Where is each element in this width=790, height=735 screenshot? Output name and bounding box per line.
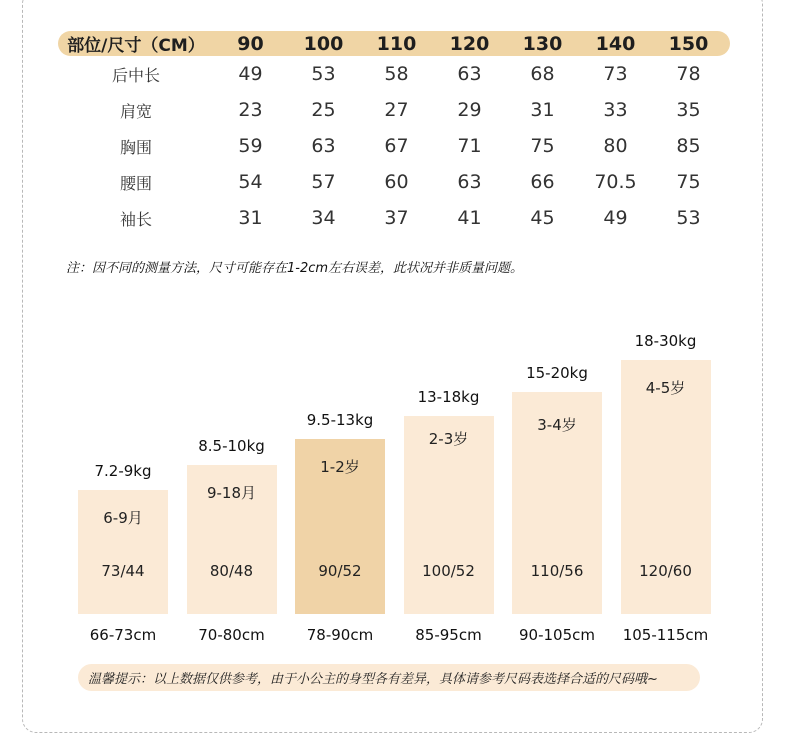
height-range: 90-105cm xyxy=(519,626,595,644)
weight-label: 9.5-13kg xyxy=(306,411,374,429)
header-size: 120 xyxy=(449,32,490,55)
tip-banner xyxy=(78,664,700,691)
size-bar xyxy=(621,360,711,614)
height-range: 85-95cm xyxy=(415,626,482,644)
table-cell: 71 xyxy=(457,135,482,157)
header-size: 150 xyxy=(668,32,709,55)
header-size: 140 xyxy=(595,32,636,55)
table-cell: 57 xyxy=(311,171,336,193)
age-label: 2-3岁 xyxy=(428,430,469,448)
table-cell: 60 xyxy=(384,171,409,193)
age-label: 3-4岁 xyxy=(537,416,577,434)
size-code: 73/44 xyxy=(101,562,145,580)
row-label: 后中长 xyxy=(111,65,160,85)
measurement-note: 注：因不同的测量方法，尺寸可能存在1-2cm左右误差，此状况并非质量问题。 xyxy=(66,261,524,276)
table-cell: 31 xyxy=(530,99,555,121)
age-label: 4-5岁 xyxy=(645,379,686,397)
age-label: 6-9月 xyxy=(103,509,143,527)
weight-label: 8.5-10kg xyxy=(198,437,265,455)
weight-label: 13-18kg xyxy=(417,388,480,406)
row-label: 袖长 xyxy=(119,209,152,229)
size-bar xyxy=(512,392,602,614)
table-cell: 66 xyxy=(530,171,555,193)
weight-label: 18-30kg xyxy=(634,332,697,350)
header-label: 部位/尺寸（CM） xyxy=(67,36,205,56)
age-label: 1-2岁 xyxy=(320,458,360,476)
table-cell: 58 xyxy=(384,63,409,85)
age-label: 9-18月 xyxy=(206,484,257,502)
row-label: 胸围 xyxy=(119,137,152,157)
table-cell: 54 xyxy=(238,171,263,193)
table-cell: 78 xyxy=(676,63,701,85)
table-cell: 75 xyxy=(530,135,555,157)
table-cell: 63 xyxy=(457,63,482,85)
weight-label: 7.2-9kg xyxy=(94,462,152,480)
table-cell: 34 xyxy=(311,207,336,229)
header-size: 90 xyxy=(237,32,264,55)
height-range: 105-115cm xyxy=(622,626,709,644)
size-code: 90/52 xyxy=(318,562,362,580)
tip-text: 温馨提示：以上数据仅供参考，由于小公主的身型各有差异，具体请参考尺码表选择合适的尺码哦~ xyxy=(88,672,658,687)
header-size: 100 xyxy=(303,32,344,55)
height-range: 66-73cm xyxy=(89,626,157,644)
size-code: 110/56 xyxy=(530,562,584,580)
size-bar xyxy=(404,416,494,614)
table-cell: 33 xyxy=(603,99,628,121)
table-cell: 25 xyxy=(311,99,336,121)
table-cell: 53 xyxy=(676,207,701,229)
row-label: 肩宽 xyxy=(119,101,152,121)
weight-label: 15-20kg xyxy=(526,364,588,382)
table-cell: 35 xyxy=(676,99,701,121)
table-cell: 29 xyxy=(457,99,482,121)
table-cell: 41 xyxy=(457,207,482,229)
table-cell: 73 xyxy=(603,63,628,85)
height-range: 78-90cm xyxy=(306,626,374,644)
size-bar xyxy=(295,439,385,614)
table-cell: 37 xyxy=(384,207,409,229)
table-cell: 45 xyxy=(530,207,555,229)
table-cell: 70.5 xyxy=(594,171,637,193)
height-range: 70-80cm xyxy=(198,626,265,644)
table-cell: 23 xyxy=(238,99,263,121)
table-cell: 27 xyxy=(384,99,409,121)
table-cell: 68 xyxy=(530,63,555,85)
size-code: 100/52 xyxy=(422,562,475,580)
table-cell: 53 xyxy=(311,63,336,85)
table-cell: 49 xyxy=(603,207,628,229)
table-cell: 75 xyxy=(676,171,701,193)
size-code: 120/60 xyxy=(639,562,692,580)
size-bar xyxy=(78,490,168,614)
table-cell: 63 xyxy=(311,135,336,157)
table-cell: 31 xyxy=(238,207,263,229)
table-cell: 63 xyxy=(457,171,482,193)
header-size: 130 xyxy=(522,32,563,55)
table-cell: 80 xyxy=(603,135,628,157)
table-cell: 85 xyxy=(676,135,701,157)
size-bar xyxy=(187,465,277,614)
table-cell: 49 xyxy=(238,63,263,85)
size-code: 80/48 xyxy=(209,562,254,580)
table-cell: 59 xyxy=(238,135,263,157)
table-cell: 67 xyxy=(384,135,409,157)
header-size: 110 xyxy=(376,32,417,55)
row-label: 腰围 xyxy=(119,173,152,193)
